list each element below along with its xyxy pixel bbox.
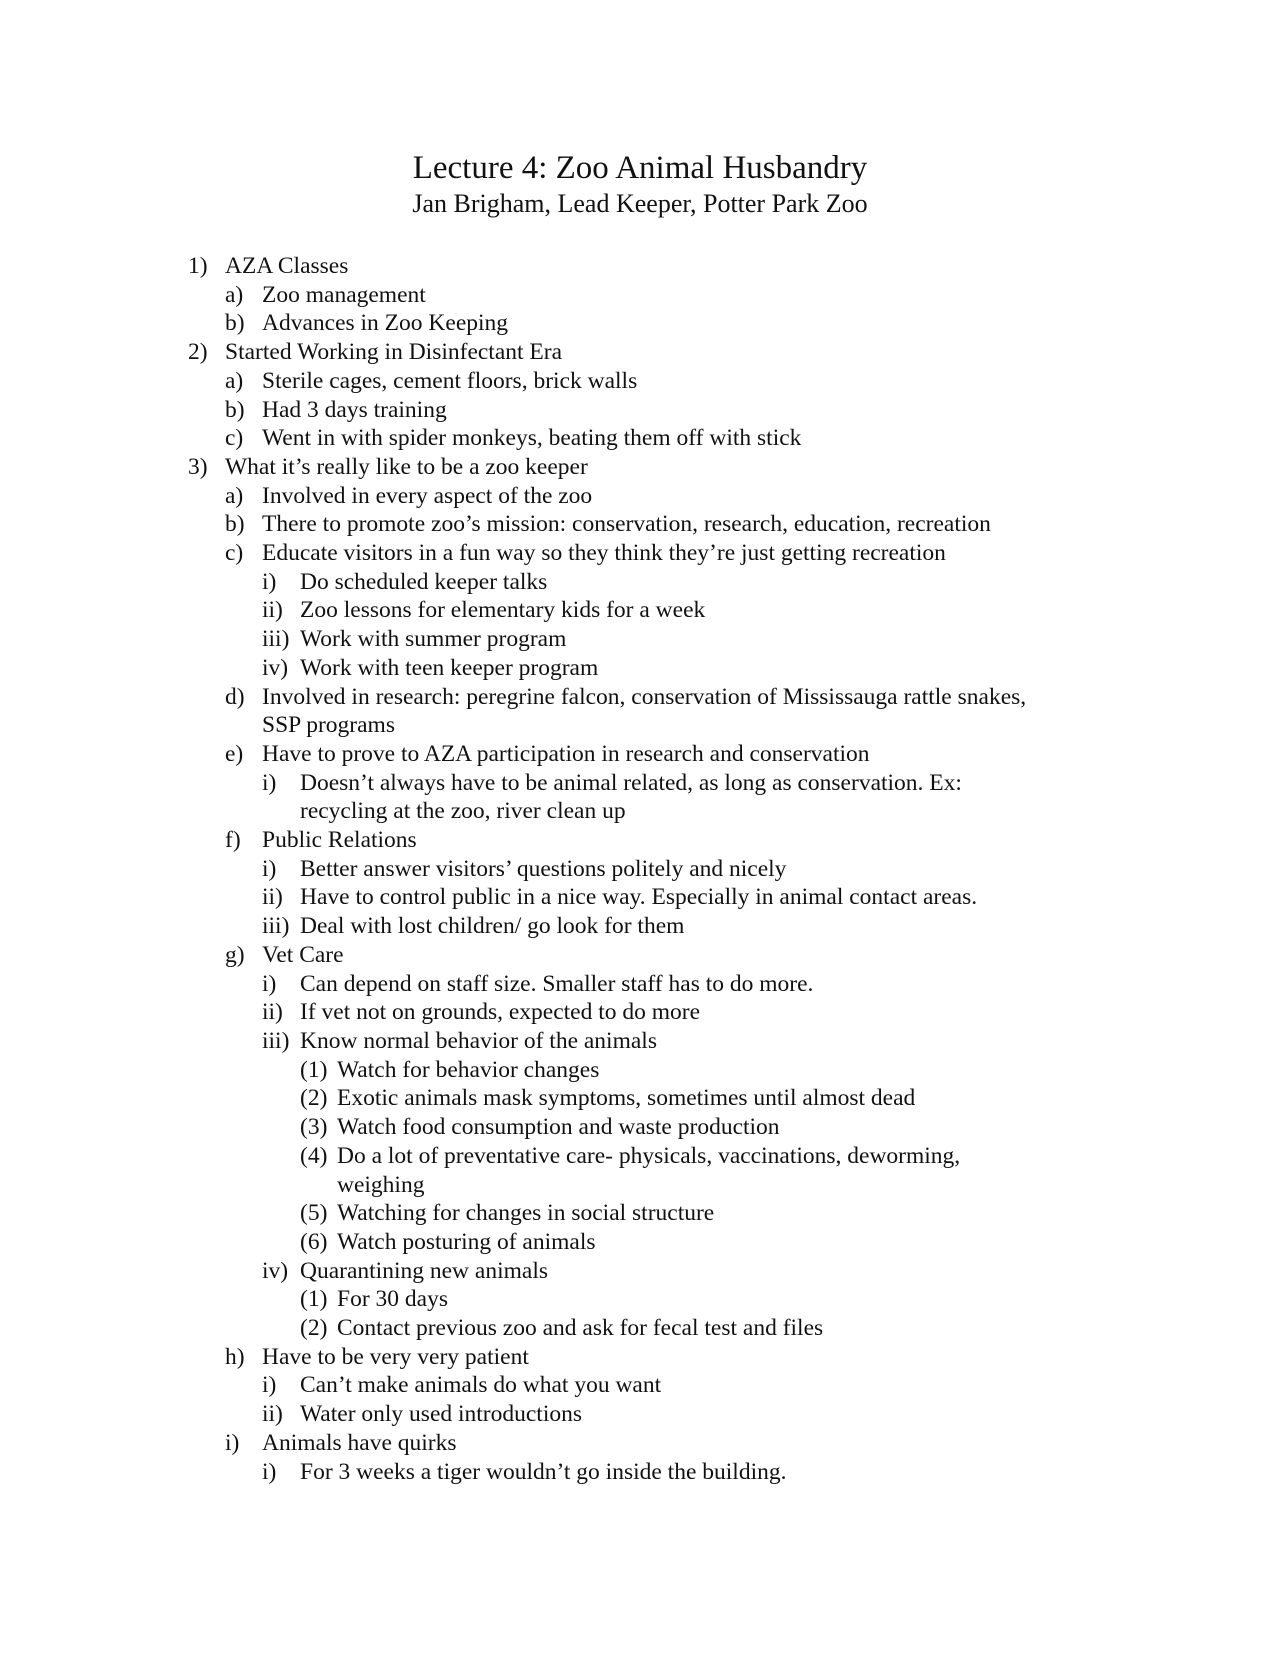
- list-marker: a): [225, 367, 244, 394]
- outline-item-level-4: [0, 1314, 1280, 1343]
- list-marker: (2): [300, 1085, 328, 1112]
- list-marker: iv): [262, 1257, 289, 1284]
- list-item-text: Went in with spider monkeys, beating them off with stick: [262, 425, 802, 452]
- outline-item-level-2: [0, 482, 1280, 511]
- list-item-text: Educate visitors in a fun way so they think they’re just getting recreation: [262, 540, 946, 567]
- outline-item-level-3: [0, 1027, 1280, 1056]
- list-item-text: Sterile cages, cement floors, brick walls: [262, 367, 638, 394]
- list-marker: iii): [262, 913, 290, 940]
- list-item-text: Work with teen keeper program: [300, 654, 599, 681]
- outline-item-level-1: [0, 338, 1280, 367]
- list-item-text: Do scheduled keeper talks: [300, 568, 548, 595]
- outline-item-level-2: [0, 424, 1280, 453]
- list-item-text: Zoo lessons for elementary kids for a week: [300, 597, 706, 624]
- outline-item-level-2: [0, 396, 1280, 425]
- list-item-text: SSP programs: [262, 712, 395, 739]
- list-item-text: What it’s really like to be a zoo keeper: [225, 453, 588, 480]
- list-item-text: weighing: [337, 1171, 425, 1198]
- list-item-text: AZA Classes: [225, 253, 349, 279]
- outline-item-level-2: [0, 281, 1280, 310]
- outline-item-level-2: [0, 711, 1280, 740]
- list-marker: (4): [300, 1142, 328, 1169]
- list-marker: b): [225, 511, 245, 538]
- list-marker: c): [225, 540, 244, 567]
- list-item-text: Have to control public in a nice way. Especially in animal contact areas.: [300, 884, 978, 911]
- outline-item-level-2: [0, 1343, 1280, 1372]
- outline-item-level-3: [0, 568, 1280, 597]
- list-item-text: recycling at the zoo, river clean up: [300, 798, 626, 825]
- outline-item-level-4: [0, 1056, 1280, 1085]
- list-marker: b): [225, 310, 245, 337]
- list-marker: e): [225, 740, 244, 767]
- list-item-text: Exotic animals mask symptoms, sometimes until almost dead: [337, 1085, 916, 1112]
- outline-item-level-4: [0, 1142, 1280, 1171]
- list-marker: 3): [188, 453, 208, 480]
- list-item-text: Zoo management: [262, 281, 426, 308]
- list-item-text: Started Working in Disinfectant Era: [225, 339, 563, 366]
- list-item-text: Know normal behavior of the animals: [300, 1027, 657, 1054]
- list-marker: (1): [300, 1286, 328, 1313]
- list-marker: 2): [188, 339, 208, 366]
- list-marker: f): [225, 827, 241, 854]
- outline-item-level-3: [0, 1371, 1280, 1400]
- list-marker: i): [262, 970, 277, 997]
- list-item-text: Public Relations: [262, 827, 417, 854]
- list-marker: i): [262, 855, 277, 882]
- list-item-text: For 30 days: [337, 1286, 448, 1313]
- outline-item-level-3: [0, 1458, 1280, 1487]
- outline-item-level-4: [0, 1084, 1280, 1113]
- outline-item-level-4: [0, 1171, 1280, 1200]
- outline-item-level-2: [0, 367, 1280, 396]
- list-marker: i): [262, 568, 277, 595]
- list-item-text: Vet Care: [262, 941, 344, 968]
- outline-item-level-4: [0, 1113, 1280, 1142]
- list-marker: (5): [300, 1200, 328, 1227]
- outline-item-level-4: [0, 1285, 1280, 1314]
- list-marker: (3): [300, 1114, 328, 1141]
- page-title: Lecture 4: Zoo Animal Husbandry: [412, 150, 868, 186]
- list-marker: ii): [262, 597, 283, 624]
- list-marker: a): [225, 281, 244, 308]
- list-marker: i): [225, 1429, 240, 1456]
- list-marker: (1): [300, 1056, 328, 1083]
- list-marker: (6): [300, 1228, 328, 1255]
- outline-item-level-3: [0, 1257, 1280, 1286]
- list-item-text: Doesn’t always have to be animal related, as long as conservation. Ex:: [300, 769, 962, 796]
- outline-item-level-1: [0, 453, 1280, 482]
- list-item-text: Watching for changes in social structure: [337, 1200, 715, 1227]
- list-marker: i): [262, 769, 277, 796]
- list-marker: iii): [262, 626, 290, 653]
- outline-item-level-4: [0, 1199, 1280, 1228]
- outline-item-level-2: [0, 510, 1280, 539]
- list-marker: i): [262, 1372, 277, 1399]
- list-item-text: Contact previous zoo and ask for fecal test and files: [337, 1315, 824, 1342]
- list-item-text: Better answer visitors’ questions politely and nicely: [300, 855, 787, 882]
- list-marker: g): [225, 941, 245, 968]
- list-item-text: Watch posturing of animals: [337, 1228, 596, 1255]
- outline-item-level-3: [0, 912, 1280, 941]
- outline-item-level-3: [0, 1400, 1280, 1429]
- outline-item-level-1: [0, 252, 1280, 281]
- outline-item-level-2: [0, 826, 1280, 855]
- list-marker: 1): [188, 253, 208, 279]
- list-item-text: Water only used introductions: [300, 1401, 583, 1428]
- list-marker: iv): [262, 654, 289, 681]
- list-item-text: Had 3 days training: [262, 396, 447, 423]
- outline-item-level-3: [0, 654, 1280, 683]
- outline-item-level-3: [0, 769, 1280, 798]
- list-item-text: Advances in Zoo Keeping: [262, 310, 509, 337]
- outline-item-level-3: [0, 970, 1280, 999]
- outline-list: [0, 252, 1280, 1486]
- outline-item-level-2: [0, 941, 1280, 970]
- list-item-text: Have to prove to AZA participation in research and conservation: [262, 740, 870, 767]
- outline-item-level-3: [0, 883, 1280, 912]
- page-subtitle: Jan Brigham, Lead Keeper, Potter Park Zoo: [412, 189, 868, 218]
- list-item-text: Quarantining new animals: [300, 1257, 548, 1284]
- outline-item-level-2: [0, 1429, 1280, 1458]
- list-item-text: Work with summer program: [300, 626, 567, 653]
- list-item-text: For 3 weeks a tiger wouldn’t go inside the building.: [300, 1458, 787, 1485]
- outline-item-level-2: [0, 740, 1280, 769]
- list-marker: a): [225, 482, 244, 509]
- list-item-text: Involved in research: peregrine falcon, conservation of Mississauga rattle snakes,: [262, 683, 1027, 710]
- list-marker: iii): [262, 1027, 290, 1054]
- outline-item-level-3: [0, 855, 1280, 884]
- list-item-text: Deal with lost children/ go look for them: [300, 913, 685, 940]
- outline-item-level-3: [0, 797, 1280, 826]
- list-marker: c): [225, 425, 244, 452]
- list-item-text: Involved in every aspect of the zoo: [262, 482, 593, 509]
- list-item-text: Do a lot of preventative care- physicals, vaccinations, deworming,: [337, 1142, 961, 1169]
- outline-item-level-3: [0, 625, 1280, 654]
- outline-item-level-4: [0, 1228, 1280, 1257]
- outline-item-level-2: [0, 539, 1280, 568]
- list-item-text: Watch food consumption and waste production: [337, 1114, 780, 1141]
- list-marker: ii): [262, 1401, 283, 1428]
- outline-item-level-2: [0, 309, 1280, 338]
- list-item-text: There to promote zoo’s mission: conservation, research, education, recreation: [262, 511, 991, 538]
- list-item-text: Animals have quirks: [262, 1429, 457, 1456]
- outline-item-level-2: [0, 683, 1280, 712]
- list-marker: b): [225, 396, 245, 423]
- list-marker: (2): [300, 1315, 328, 1342]
- list-item-text: Have to be very very patient: [262, 1343, 529, 1370]
- list-marker: ii): [262, 999, 283, 1026]
- list-item-text: If vet not on grounds, expected to do more: [300, 999, 701, 1026]
- outline-item-level-3: [0, 596, 1280, 625]
- outline-item-level-3: [0, 998, 1280, 1027]
- list-marker: ii): [262, 884, 283, 911]
- list-item-text: Can depend on staff size. Smaller staff has to do more.: [300, 970, 814, 997]
- title-block: [0, 148, 1280, 220]
- list-marker: d): [225, 683, 245, 710]
- list-item-text: Can’t make animals do what you want: [300, 1372, 662, 1399]
- list-marker: i): [262, 1458, 277, 1485]
- list-marker: h): [225, 1343, 245, 1370]
- list-item-text: Watch for behavior changes: [337, 1056, 600, 1083]
